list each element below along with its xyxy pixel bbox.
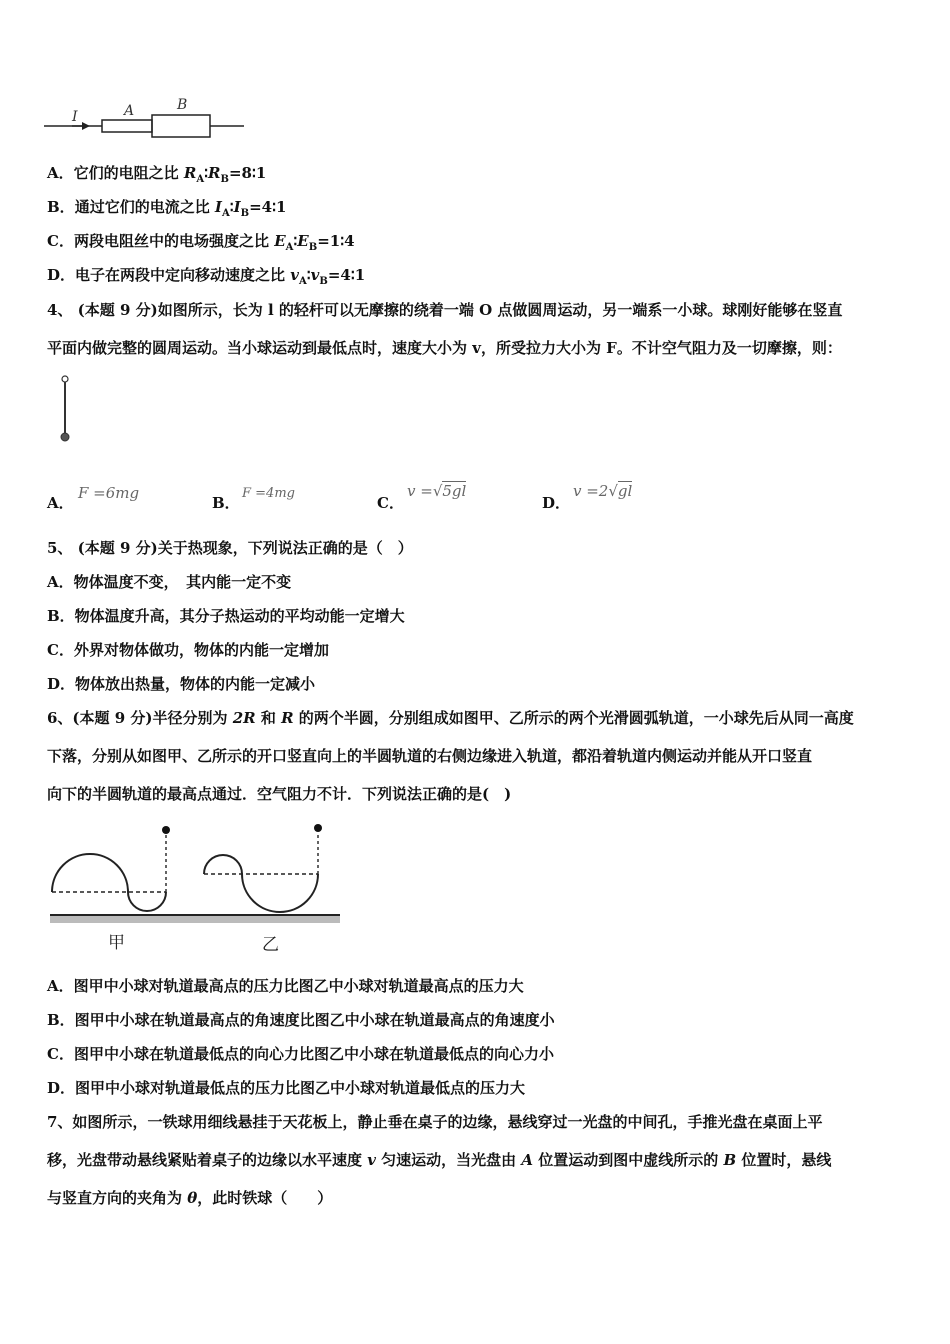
q3-option-a: A．它们的电阻之比 $R_A∶R_B=8∶1$ <box>47 164 267 185</box>
q5-option-c: C．外界对物体做功，物体的内能一定增加 <box>47 641 329 659</box>
q4-option-b-label: B． <box>212 494 240 512</box>
ground-hatch <box>50 915 340 923</box>
q4-option-d-formula: v =2√gl <box>573 482 633 500</box>
label-yi: 乙 <box>262 935 279 955</box>
q6-option-d: D．图甲中小球对轨道最低点的压力比图乙中小球对轨道最低点的压力大 <box>47 1079 526 1097</box>
label-b: B <box>177 97 188 113</box>
ball-yi <box>314 824 322 832</box>
pivot-point-o <box>62 376 68 382</box>
q7-stem-line-2: 移，光盘带动悬线紧贴着桌子的边缘以水平速度 v 匀速运动，当光盘由 A 位置运动到图中虚线所示的 B 位置时，悬线 <box>47 1151 832 1169</box>
current-label: I <box>72 109 78 125</box>
figure-jia <box>52 826 170 911</box>
q4-option-a-label: A． <box>47 494 74 512</box>
wire-b <box>152 115 210 137</box>
q6-stem-line-3: 向下的半圆轨道的最高点通过．空气阻力不计．下列说法正确的是( ) <box>47 785 512 803</box>
label-a: A <box>124 103 135 119</box>
figure-yi <box>204 824 322 912</box>
q5-option-d: D．物体放出热量，物体的内能一定减小 <box>47 675 316 693</box>
q4-stem-line-1: 4、 (本题 9 分)如图所示，长为 l 的轻杆可以无摩擦的绕着一端 O 点做圆周运动，另一端系一小球。球刚好能够在竖直 <box>47 301 843 319</box>
q5-option-a: A．物体温度不变， 其内能一定不变 <box>47 573 292 591</box>
q6-option-a: A．图甲中小球对轨道最高点的压力比图乙中小球对轨道最高点的压力大 <box>47 977 524 995</box>
wire-a <box>102 120 152 132</box>
ball-jia <box>162 826 170 834</box>
q7-stem-line-1: 7、如图所示，一铁球用细线悬挂于天花板上，静止垂在桌子的边缘，悬线穿过一光盘的中间孔，手推光盘在桌面上平 <box>47 1113 823 1131</box>
q4-option-c-formula: v =√5gl <box>407 482 467 500</box>
q3-option-c: C．两段电阻丝中的电场强度之比 $E_A∶E_B=1∶4$ <box>47 232 355 253</box>
q5-option-b: B．物体温度升高，其分子热运动的平均动能一定增大 <box>47 607 405 625</box>
q4-option-b-formula: F =4mg <box>242 486 295 501</box>
q6-stem-line-1: 6、(本题 9 分)半径分别为 2R 和 R 的两个半圆，分别组成如图甲、乙所示的两个光滑圆弧轨道，一小球先后从同一高度 <box>47 709 854 727</box>
q7-stem-line-3: 与竖直方向的夹角为 θ，此时铁球（ ） <box>47 1189 333 1207</box>
resistor-wire-figure <box>44 95 254 140</box>
q3-option-d: D．电子在两段中定向移动速度之比 $v_A∶v_B=4∶1$ <box>47 266 366 287</box>
q4-option-d-label: D． <box>542 494 571 512</box>
q5-stem: 5、 (本题 9 分)关于热现象，下列说法正确的是（ ） <box>47 539 413 557</box>
semicircle-tracks-figure <box>44 818 349 958</box>
q4-option-c-label: C． <box>377 494 404 512</box>
q6-option-b: B．图甲中小球在轨道最高点的角速度比图乙中小球在轨道最高点的角速度小 <box>47 1011 555 1029</box>
label-jia: 甲 <box>108 933 125 953</box>
q6-option-c: C．图甲中小球在轨道最低点的向心力比图乙中小球在轨道最低点的向心力小 <box>47 1045 554 1063</box>
rod-ball-figure <box>56 372 76 447</box>
ball <box>61 433 69 441</box>
q6-stem-line-2: 下落，分别从如图甲、乙所示的开口竖直向上的半圆轨道的右侧边缘进入轨道，都沿着轨道内侧运动并能从开口竖直 <box>47 747 813 765</box>
q4-option-a-formula: F =6mg <box>78 484 140 502</box>
current-arrow-icon <box>82 122 90 130</box>
q3-option-b: B．通过它们的电流之比 $I_A∶I_B=4∶1$ <box>47 198 287 219</box>
q4-stem-line-2: 平面内做完整的圆周运动。当小球运动到最低点时，速度大小为 v，所受拉力大小为 F。不计空气阻力及一切摩擦，则： <box>47 339 842 357</box>
